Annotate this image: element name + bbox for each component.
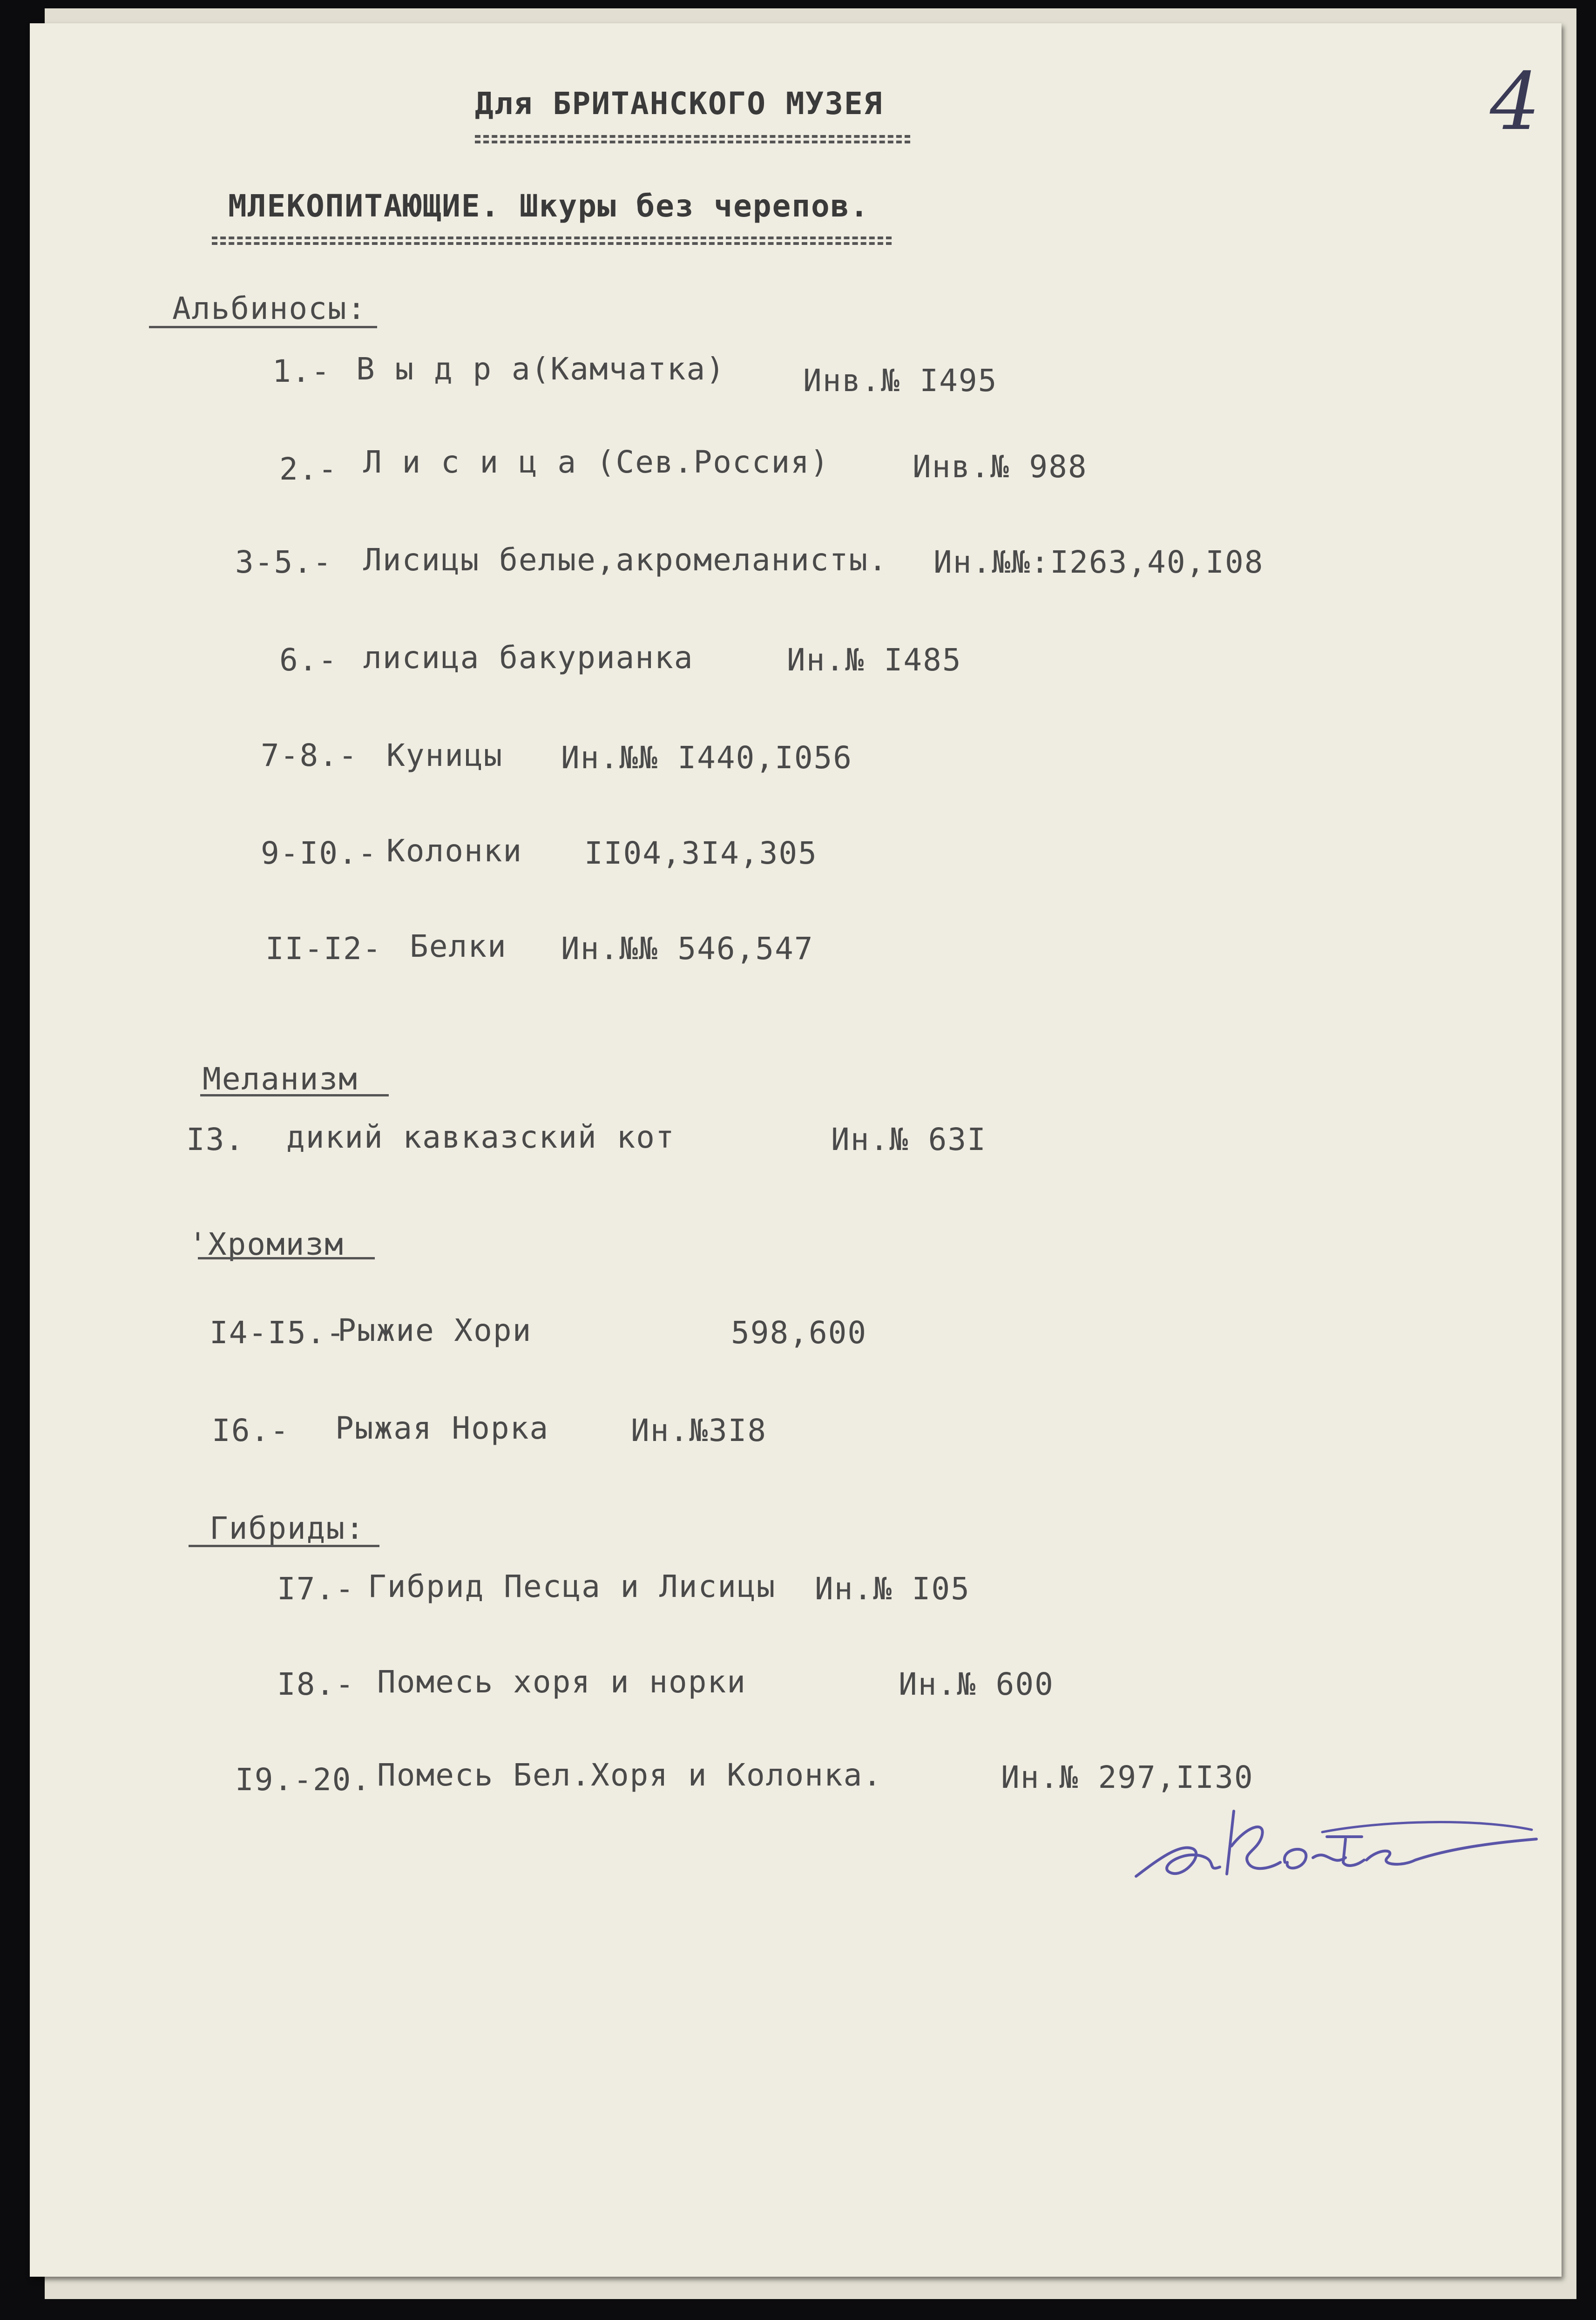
entry-number: 2.- bbox=[279, 451, 338, 487]
page-number: 4 bbox=[1490, 56, 1541, 148]
entry-inventory: Ин.№ I05 bbox=[815, 1571, 970, 1607]
entry-inventory: Ин.№№ I440,I056 bbox=[561, 740, 853, 776]
entry-inventory: Ин.№ 63I bbox=[831, 1122, 987, 1157]
entry-name: лисица бакурианка bbox=[363, 640, 694, 676]
entry-number: 6.- bbox=[279, 642, 338, 678]
document-title: Для БРИТАНСКОГО МУЗЕЯ bbox=[475, 86, 883, 122]
heading-underline bbox=[198, 1257, 375, 1259]
entry-number: 9-I0.- bbox=[261, 835, 378, 871]
entry-name: Помесь Бел.Хоря и Колонка. bbox=[377, 1757, 883, 1793]
entry-name: Рыжие Хори bbox=[338, 1312, 532, 1348]
entry-inventory: II04,3I4,305 bbox=[584, 835, 818, 871]
entry-number: I7.- bbox=[277, 1571, 355, 1607]
section-heading-melanism: Меланизм bbox=[203, 1061, 358, 1097]
entry-name: Рыжая Норка bbox=[335, 1410, 549, 1446]
entry-number: II-I2- bbox=[265, 931, 382, 967]
entry-number: 7-8.- bbox=[261, 737, 358, 773]
signature bbox=[1127, 1792, 1555, 1900]
entry-name: дикий кавказский кот bbox=[286, 1119, 675, 1155]
entry-name: Помесь хоря и норки bbox=[377, 1664, 746, 1700]
entry-inventory: Инв.№ 988 bbox=[913, 449, 1088, 485]
entry-inventory: 598,600 bbox=[731, 1315, 867, 1351]
entry-name: Л и с и ц а (Сев.Россия) bbox=[363, 444, 830, 480]
heading-underline bbox=[149, 326, 377, 328]
entry-number: I4-I5.- bbox=[210, 1315, 346, 1351]
entry-name: Белки bbox=[410, 928, 507, 964]
entry-inventory: Ин.№№:I263,40,I08 bbox=[933, 544, 1264, 580]
section-heading-chromism: 'Хромизм bbox=[189, 1226, 344, 1262]
entry-inventory: Ин.№ I485 bbox=[787, 642, 962, 678]
heading-underline bbox=[189, 1545, 379, 1547]
entry-number: I9.-20. bbox=[235, 1762, 372, 1798]
entry-number: I6.- bbox=[212, 1413, 290, 1448]
entry-inventory: Инв.№ I495 bbox=[803, 363, 998, 399]
entry-inventory: Ин.№ 297,II30 bbox=[1001, 1759, 1254, 1795]
document-page bbox=[30, 23, 1562, 2277]
title-double-underline bbox=[475, 135, 910, 138]
section-heading-hybrids: Гибриды: bbox=[210, 1510, 365, 1546]
entry-name: Гибрид Песца и Лисицы bbox=[368, 1569, 776, 1604]
entry-name: Лисицы белые,акромеланисты. bbox=[363, 542, 888, 578]
document-subtitle: МЛЕКОПИТАЮЩИЕ. Шкуры без черепов. bbox=[228, 188, 870, 224]
subtitle-double-underline bbox=[212, 237, 892, 239]
entry-number: I3. bbox=[186, 1122, 245, 1157]
entry-name: Колонки bbox=[386, 833, 523, 869]
entry-number: 1.- bbox=[272, 353, 331, 389]
entry-number: 3-5.- bbox=[235, 544, 332, 580]
entry-name: Куницы bbox=[386, 737, 503, 773]
entry-number: I8.- bbox=[277, 1666, 355, 1702]
heading-underline bbox=[200, 1094, 389, 1096]
entry-inventory: Ин.№ 600 bbox=[899, 1666, 1054, 1702]
entry-inventory: Ин.№№ 546,547 bbox=[561, 931, 814, 967]
entry-inventory: Ин.№3I8 bbox=[631, 1413, 767, 1448]
entry-name: В ы д р а(Камчатка) bbox=[356, 351, 725, 387]
section-heading-albinos: Альбиносы: bbox=[172, 291, 367, 326]
